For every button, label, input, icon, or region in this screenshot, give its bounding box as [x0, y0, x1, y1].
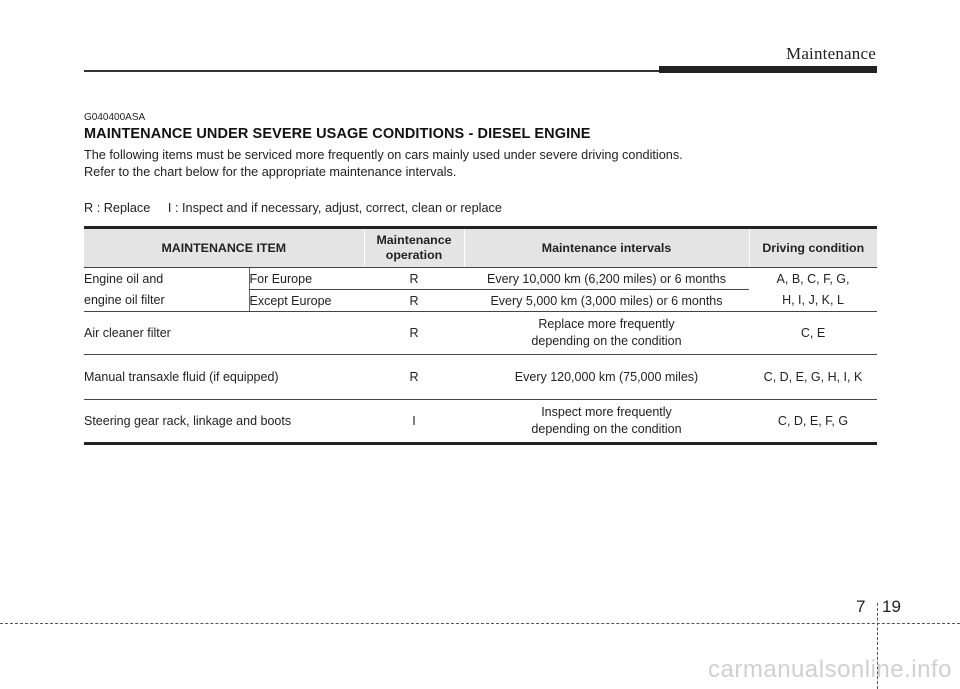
header-driving-condition: Driving condition: [749, 228, 877, 268]
manual-transaxle-interval: Every 120,000 km (75,000 miles): [464, 355, 749, 400]
table-row-air-cleaner: [84, 312, 877, 355]
engine-oil-condition-line-2: H, I, J, K, L: [749, 290, 877, 312]
manual-transaxle-condition: C, D, E, G, H, I, K: [749, 355, 877, 400]
maintenance-table: [84, 226, 877, 445]
table-row-engine-oil-europe: [84, 268, 877, 290]
page-chapter: 7: [856, 597, 866, 616]
engine-oil-interval-except-europe: Every 5,000 km (3,000 miles) or 6 months: [464, 290, 749, 312]
header-rule-thick: [659, 66, 877, 73]
intro-line-2: Refer to the chart below for the appropriate maintenance intervals.: [84, 165, 457, 179]
section-title: MAINTENANCE UNDER SEVERE USAGE CONDITIONS - DIESEL ENGINE: [84, 126, 591, 142]
steering-interval-line-1: Inspect more frequently: [541, 405, 672, 419]
air-cleaner-interval-line-1: Replace more frequently: [538, 317, 675, 331]
steering-condition: C, D, E, F, G: [749, 400, 877, 444]
header-title: Maintenance: [786, 44, 876, 63]
page-number: 19: [882, 597, 901, 616]
air-cleaner-condition: C, E: [749, 312, 877, 355]
air-cleaner-op: R: [364, 312, 464, 355]
intro-line-1: The following items must be serviced more frequently on cars mainly used under severe driving conditions.: [84, 148, 683, 162]
legend: R : Replace I : Inspect and if necessary, adjust, correct, clean or replace: [84, 201, 502, 215]
steering-op: I: [364, 400, 464, 444]
engine-oil-condition-line-1: A, B, C, F, G,: [749, 268, 877, 290]
table-row-manual-transaxle: [84, 355, 877, 400]
steering-interval-line-2: depending on the condition: [531, 422, 682, 436]
watermark: carmanualsonline.info: [708, 656, 952, 683]
header-rule: [84, 70, 659, 72]
air-cleaner-item: Air cleaner filter: [84, 312, 364, 355]
header-maintenance-operation: [364, 228, 464, 268]
header-operation-line-2: operation: [385, 248, 443, 262]
steering-interval: [464, 400, 749, 444]
engine-oil-op-except-europe: R: [364, 290, 464, 312]
engine-oil-op-europe: R: [364, 268, 464, 290]
section-code: G040400ASA: [84, 112, 146, 123]
air-cleaner-interval-line-2: depending on the condition: [531, 334, 682, 348]
table-row-engine-oil-except-europe: [84, 290, 877, 312]
engine-oil-item-line-1: Engine oil and: [84, 268, 249, 290]
engine-oil-sub-except-europe: Except Europe: [249, 290, 364, 312]
table-row-steering: [84, 400, 877, 444]
table-header-row: [84, 228, 877, 268]
header-operation-line-1: Maintenance: [376, 233, 452, 247]
header-maintenance-item: MAINTENANCE ITEM: [84, 228, 364, 268]
engine-oil-sub-europe: For Europe: [249, 268, 364, 290]
manual-transaxle-op: R: [364, 355, 464, 400]
engine-oil-interval-europe: Every 10,000 km (6,200 miles) or 6 months: [464, 268, 749, 290]
air-cleaner-interval: [464, 312, 749, 355]
manual-transaxle-item: Manual transaxle fluid (if equipped): [84, 355, 364, 400]
footer-divider: [0, 623, 960, 624]
engine-oil-item-line-2: engine oil filter: [84, 290, 249, 312]
header-maintenance-intervals: Maintenance intervals: [464, 228, 749, 268]
steering-item: Steering gear rack, linkage and boots: [84, 400, 364, 444]
